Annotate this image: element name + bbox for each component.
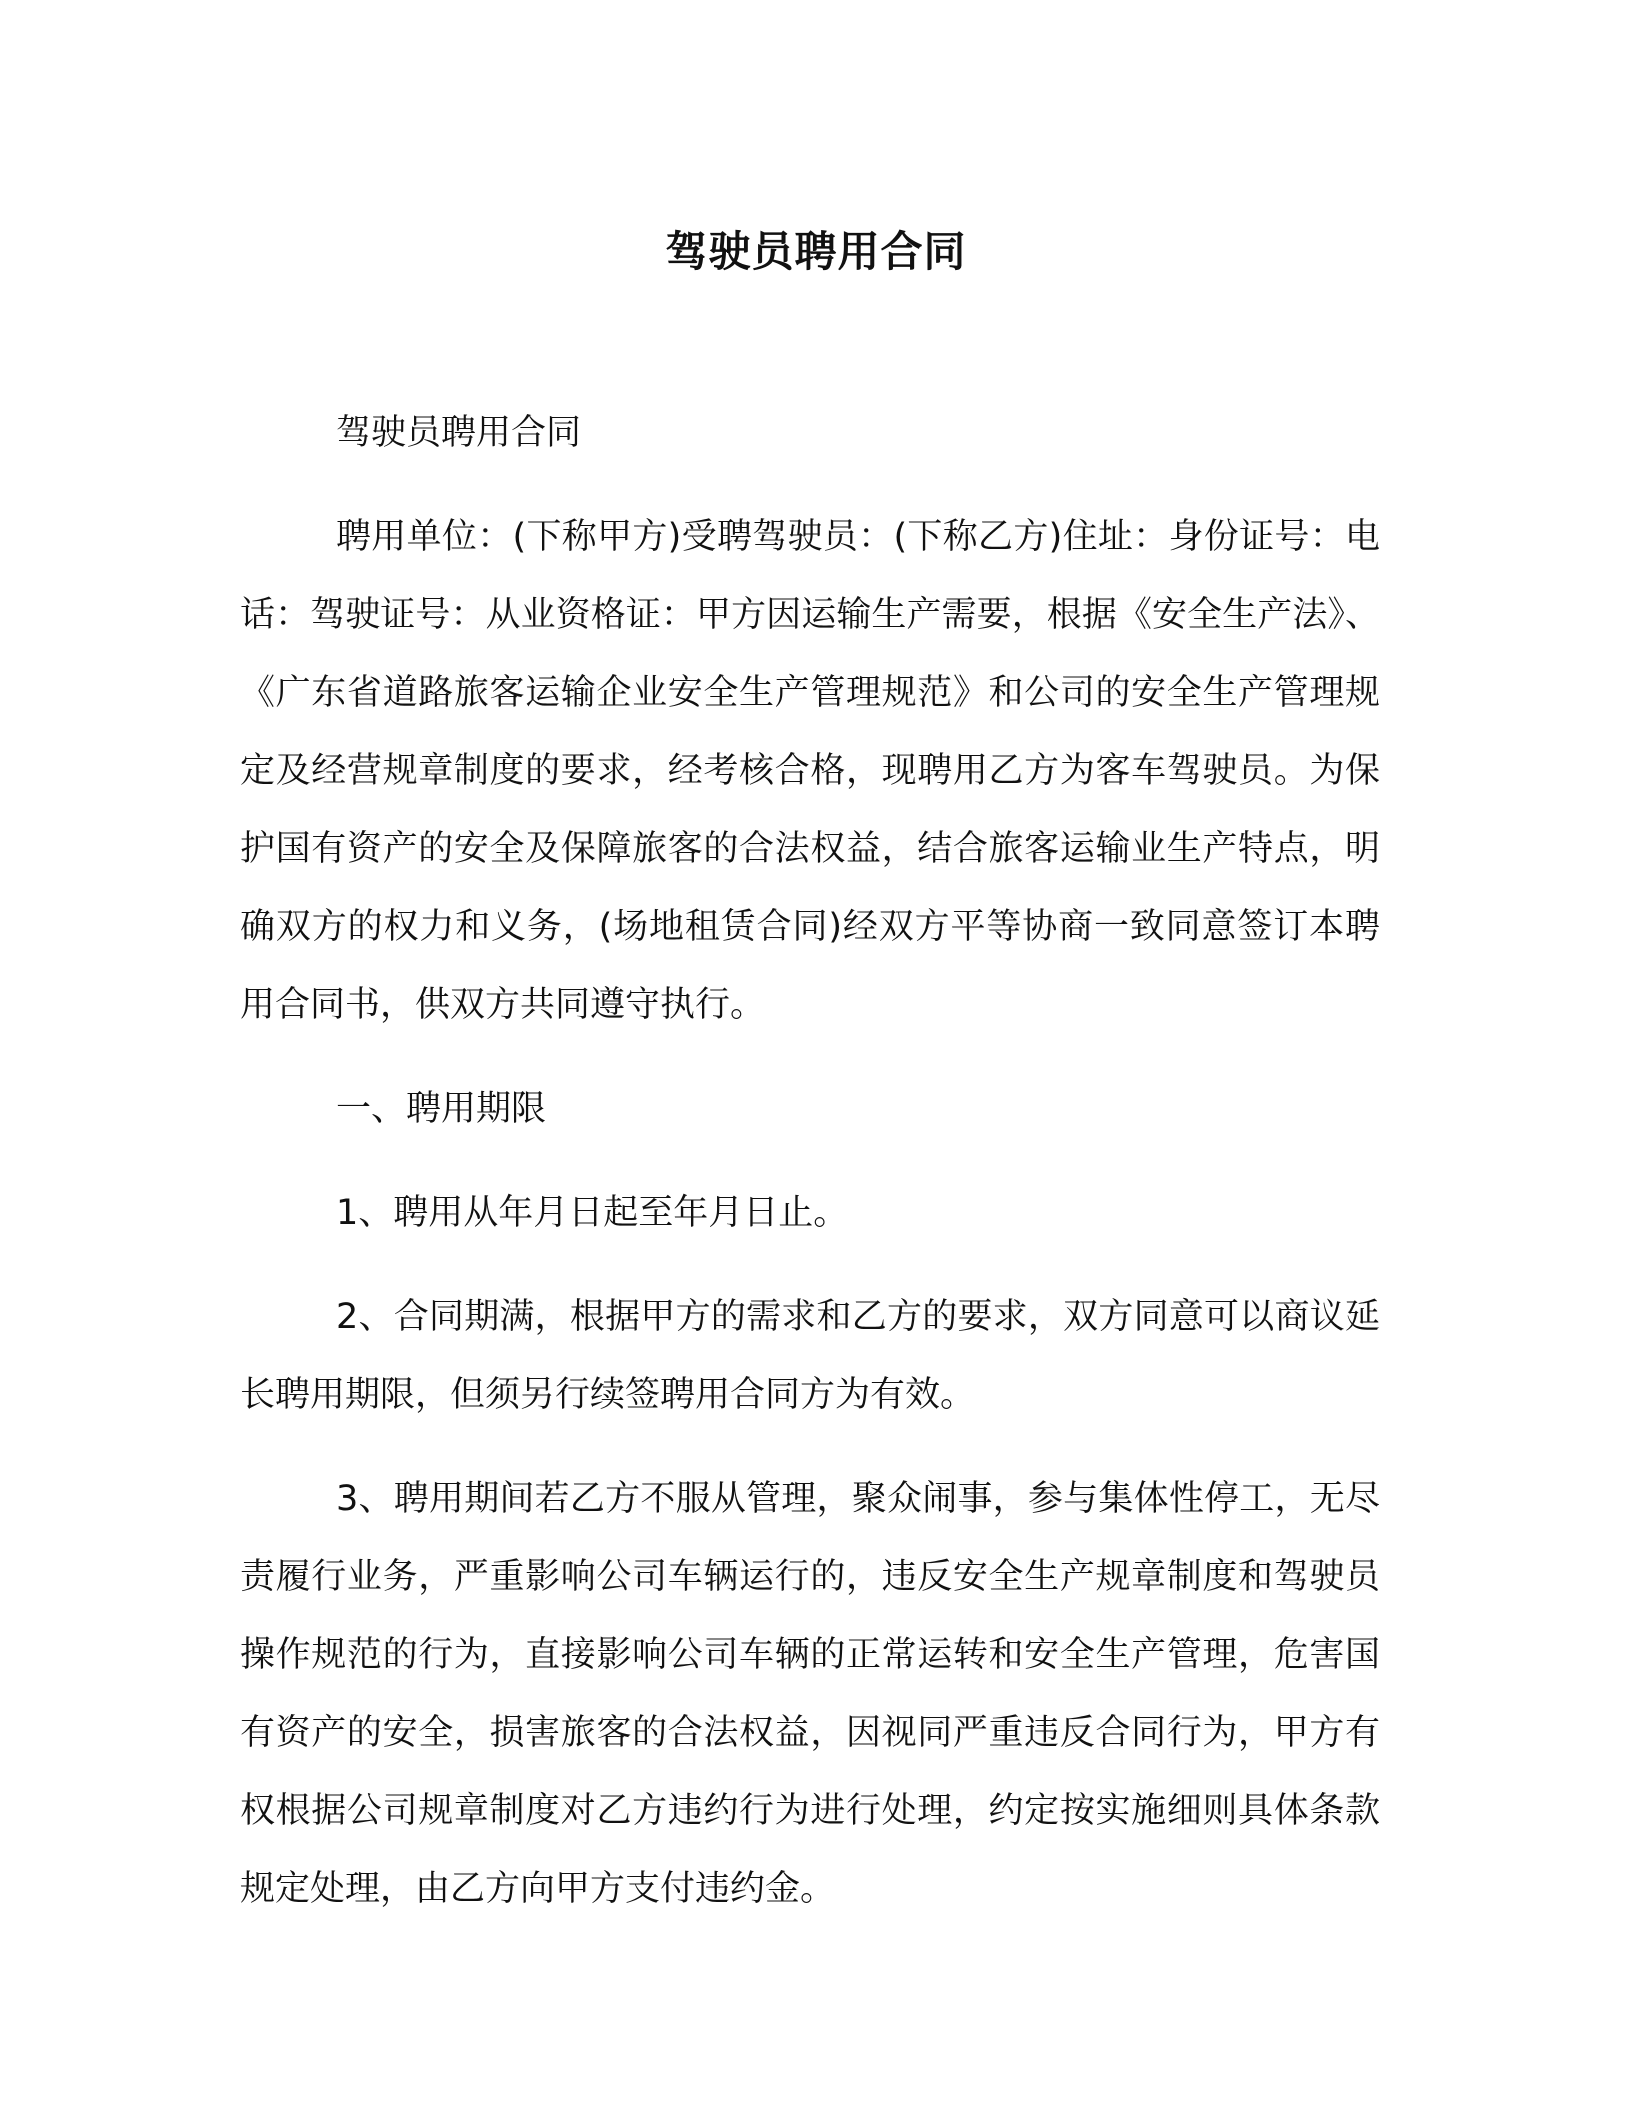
document-body	[240, 394, 1380, 1954]
preamble-paragraph: 聘用单位：(下称甲方)受聘驾驶员：(下称乙方)住址：身份证号：电话：驾驶证号：从业资格证：甲方因运输生产需要，根据《安全生产法》、《广东省道路旅客运输企业安全生产管理规范》和公司的安全生产管理规定及经营规章制度的要求，经考核合格，现聘用乙方为客车驾驶员。为保护国有资产的安全及保障旅客的合法权益，结合旅客运输业生产特点，明确双方的权力和义务，(场地租赁合同)经双方平等协商一致同意签订本聘用合同书，供双方共同遵守执行。	[240, 517, 1380, 1025]
clause-1: 1、聘用从年月日起至年月日止。	[336, 1193, 849, 1233]
document-title: 驾驶员聘用合同	[665, 227, 967, 276]
section-heading-term: 一、聘用期限	[336, 1089, 547, 1129]
subtitle-paragraph: 驾驶员聘用合同	[336, 413, 582, 453]
clause-2: 2、合同期满，根据甲方的需求和乙方的要求，双方同意可以商议延长聘用期限，但须另行续签聘用合同方为有效。	[240, 1297, 1380, 1415]
clause-3: 3、聘用期间若乙方不服从管理，聚众闹事，参与集体性停工，无尽责履行业务，严重影响公司车辆运行的，违反安全生产规章制度和驾驶员操作规范的行为，直接影响公司车辆的正常运转和安全生产管理，危害国有资产的安全，损害旅客的合法权益，因视同严重违反合同行为，甲方有权根据公司规章制度对乙方违约行为进行处理，约定按实施细则具体条款规定处理，由乙方向甲方支付违约金。	[240, 1479, 1380, 1909]
